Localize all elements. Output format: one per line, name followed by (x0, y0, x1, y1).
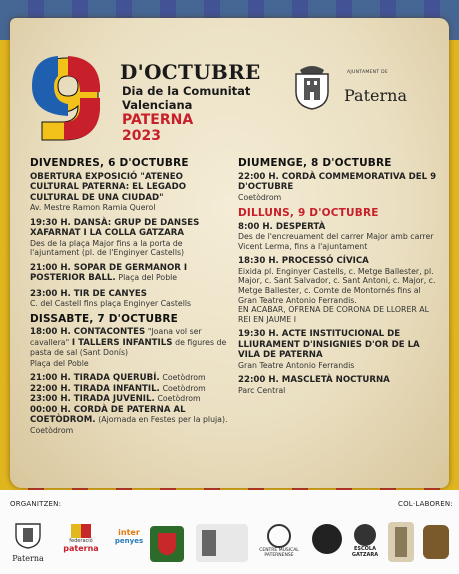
event-corda-commemorativa: 22:00 H. CORDÀ COMMEMORATIVA DEL 9 D'OCTUBRE Coetòdrom (238, 171, 437, 202)
logo-dark-round (310, 524, 344, 562)
event-acte-institucional: 19:30 H. ACTE INSTITUCIONAL DE LLIURAMENT D'INSIGNIES D'OR DE LA VILA DE PATERNA Gran Teatre Antonio Ferrandis (238, 329, 420, 370)
title-year: 2023 (122, 128, 161, 144)
event-tir-canyes: 23:00 H. TIR DE CANYES C. del Castell fins plaça Enginyer Castells (30, 288, 192, 309)
paterna-crest-icon (290, 62, 334, 110)
logo-warrior (420, 522, 452, 562)
gatzara-emblem-icon (354, 524, 376, 546)
title-octubre: D'OCTUBRE (120, 60, 261, 84)
logo-escola-gatzara: ESCOLA GATZARA (350, 524, 380, 564)
logo-interpenyes: inter penyes (114, 528, 144, 545)
day-heading-sunday: DIUMENGE, 8 D'OCTUBRE (238, 157, 392, 169)
title-line-1: Dia de la Comunitat (122, 84, 251, 98)
title-line-2: Valenciana (122, 98, 193, 112)
title-city: PATERNA (122, 112, 194, 128)
event-mascleta: 22:00 H. MASCLETÀ NOCTURNA Parc Central (238, 375, 390, 395)
warrior-emblem-icon (423, 525, 449, 559)
event-tirada-juvenil: 23:00 H. TIRADA JUVENIL. Coetòdrom (30, 394, 201, 405)
event-tirada-querubi: 21:00 H. TIRADA QUERUBÍ. Coetòdrom (30, 373, 206, 384)
organitzen-label: ORGANITZEN: (10, 500, 62, 508)
event-corda-paterna: 00:00 H. CORDÀ DE PATERNA AL COETÒDROM. (Ajornada en Festes per la pluja). Coetòdrom (30, 404, 228, 435)
event-sopar: 21:00 H. SOPAR DE GERMANOR I POSTERIOR BALL. Plaça del Poble (30, 262, 188, 284)
day-heading-saturday: DISSABTE, 7 D'OCTUBRE (30, 312, 179, 325)
logo-centre-musical: CENTRE MUSICAL PATERNENSE (256, 524, 302, 564)
big-nine-logo (28, 52, 108, 144)
day-heading-friday: DIVENDRES, 6 D'OCTUBRE (30, 157, 189, 169)
event-exposicio: OBERTURA EXPOSICIÓ "ATENEO CULTURAL PATERNA: EL LEGADO CULTURAL DE UNA CIUDAD" Av. Mestre Ramon Ramia Querol (30, 171, 187, 212)
crest-shield-icon (158, 533, 176, 555)
event-tirada-infantil: 22:00 H. TIRADA INFANTIL. Coetòdrom (30, 383, 206, 394)
left-column (30, 158, 230, 436)
event-desperta: 8:00 H. DESPERTÀ Des de l'encreuament del carrer Major amb carrer Vicent Lerma, fins a l'ajuntament (238, 221, 434, 251)
tower-icon (395, 527, 407, 557)
paterna-logo-icon (10, 520, 46, 550)
collaboren-label: COL·LABOREN: (398, 500, 453, 508)
federacio-flag-icon (71, 524, 91, 538)
logo-sponsor-grey (196, 524, 248, 562)
logo-federacio: federació paterna (58, 524, 104, 562)
dark-emblem-icon (312, 524, 342, 554)
event-dansa: 19:30 H. DANSÀ: GRUP DE DANSES XAFARNAT I LA COLLA GATZARA Des de la plaça Major fins a la porta de l'ajuntament (pl. de l'Enginyer Castells) (30, 217, 200, 258)
right-column (238, 158, 438, 401)
event-contacontes: 18:00 H. CONTACONTES "Joana vol ser cavallera" I TALLERS INFANTILS de figures de pasta de sal (Sant Donís) Plaça del Poble (30, 327, 227, 368)
event-processo-civica: 18:30 H. PROCESSÓ CÍVICA Eixida pl. Enginyer Castells, c. Metge Ballester, pl. Major, c. Sant Salvador, c. Sant Antoni, c. Major, c. Metge Ballester, c. Comte de Montornés fins al Gran Teatre Antonio Ferrandis. EN ACABAR, OFRENA DE CORONA DE LLORER AL REI EN JAUME I (238, 256, 436, 324)
logo-tower (388, 522, 414, 562)
logo-paterna: Paterna (10, 520, 46, 566)
day-heading-monday: DILLUNS, 9 D'OCTUBRE (238, 207, 379, 220)
lyre-icon (267, 524, 291, 548)
ajuntament-label: AJUNTAMENT DE (347, 70, 389, 75)
logo-crest-green (150, 526, 184, 562)
statue-icon (202, 530, 216, 556)
ajuntament-name: Paterna (344, 86, 407, 105)
